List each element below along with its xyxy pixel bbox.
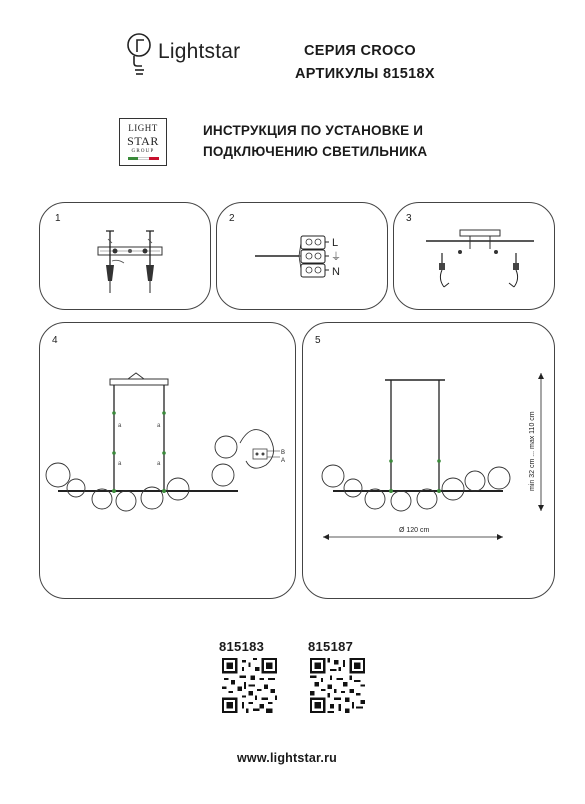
part-b-label: B xyxy=(281,450,286,456)
product-code-815183: 815183 xyxy=(219,639,265,654)
mounting-bracket-illustration xyxy=(40,203,211,310)
step-2-panel xyxy=(216,202,388,310)
bulb-logo-icon xyxy=(122,30,156,80)
group-logo-line1: LIGHT xyxy=(128,123,158,133)
svg-text:a: a xyxy=(157,423,161,429)
svg-text:a: a xyxy=(118,423,122,429)
width-dimension-label: Ø 120 cm xyxy=(399,527,430,534)
step-number: 2 xyxy=(229,213,235,224)
chandelier-assembly-illustration xyxy=(40,323,296,599)
neutral-wire-label: N xyxy=(332,266,340,278)
step-number: 4 xyxy=(52,335,58,346)
lightstar-group-logo xyxy=(119,118,167,166)
height-dimension-label: min 32 cm ... max 110 cm xyxy=(529,411,536,491)
step-3-panel xyxy=(393,202,555,310)
group-logo-line3: GROUP xyxy=(131,149,155,154)
qr-code-815187[interactable] xyxy=(310,658,365,713)
svg-text:a: a xyxy=(118,461,122,467)
step-number: 3 xyxy=(406,213,412,224)
qr-code-815183[interactable] xyxy=(222,658,277,713)
chandelier-dimensions-illustration xyxy=(303,323,555,599)
italian-flag-stripe xyxy=(128,157,159,160)
article-numbers: АРТИКУЛЫ 81518X xyxy=(295,66,435,82)
live-wire-label: L xyxy=(332,237,339,249)
ground-symbol-icon: ⏚ xyxy=(331,252,341,263)
part-a-label: A xyxy=(281,458,286,464)
svg-text:a: a xyxy=(157,461,161,467)
step-1-panel xyxy=(39,202,211,310)
instruction-title-line2: ПОДКЛЮЧЕНИЮ СВЕТИЛЬНИКА xyxy=(203,144,428,159)
website-link[interactable]: www.lightstar.ru xyxy=(237,751,337,765)
group-logo-line2: STAR xyxy=(127,134,159,148)
step-5-panel xyxy=(302,322,555,599)
wiring-terminal-illustration xyxy=(217,203,388,310)
step-number: 1 xyxy=(55,213,61,224)
product-code-815187: 815187 xyxy=(308,639,354,654)
step-number: 5 xyxy=(315,335,321,346)
series-title: СЕРИЯ CROCO xyxy=(304,43,416,59)
brand-name: Lightstar xyxy=(158,40,241,63)
step-4-panel xyxy=(39,322,296,599)
instruction-title-line1: ИНСТРУКЦИЯ ПО УСТАНОВКЕ И xyxy=(203,123,424,138)
canopy-illustration xyxy=(394,203,555,310)
lightstar-logo xyxy=(122,30,282,80)
